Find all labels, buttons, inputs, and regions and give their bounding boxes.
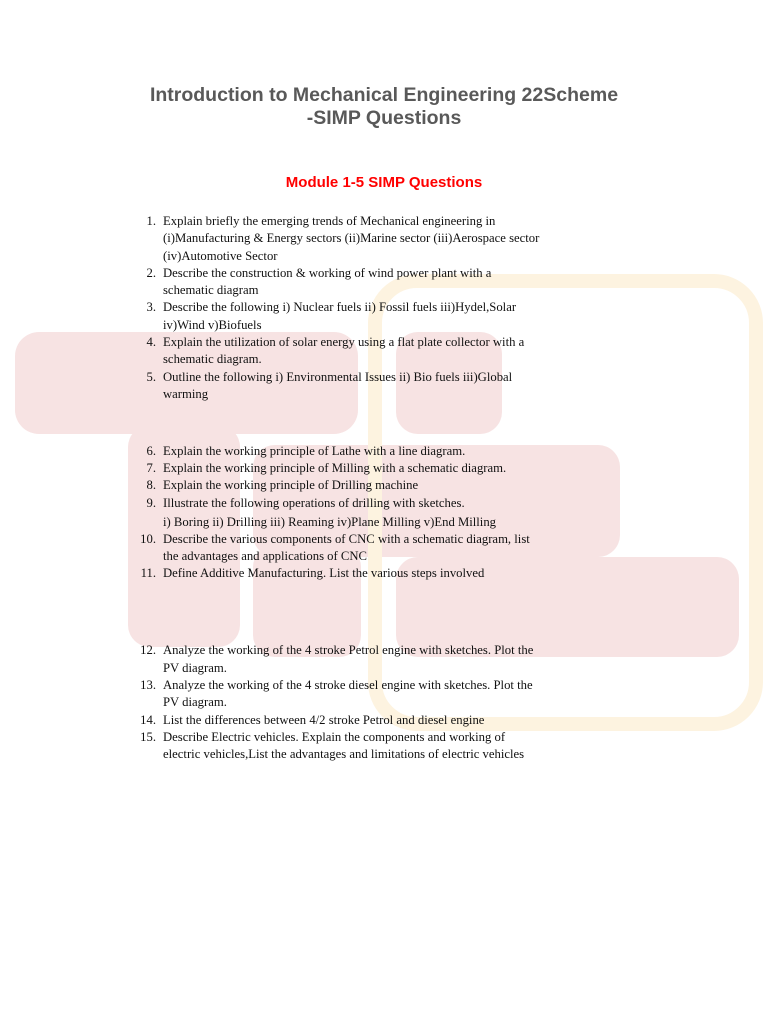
question-text: warming — [163, 386, 209, 401]
question-item — [134, 460, 594, 477]
question-text: Outline the following i) Environmental Issues ii) Bio fuels iii)Global — [163, 369, 513, 384]
question-text: Describe the following i) Nuclear fuels ii) Fossil fuels iii)Hydel,Solar — [163, 300, 517, 315]
question-number: 6. — [146, 443, 156, 458]
question-item — [134, 334, 594, 369]
question-text: Explain the working principle of Lathe with a line diagram. — [163, 443, 466, 458]
question-number: 13. — [140, 678, 156, 693]
question-text: Illustrate the following operations of drilling with sketches. — [163, 495, 465, 510]
question-number: 9. — [146, 495, 156, 510]
question-text: schematic diagram. — [163, 352, 262, 367]
question-text: iv)Wind v)Biofuels — [163, 317, 262, 332]
page-title-line: -SIMP Questions — [306, 107, 462, 129]
question-item — [134, 495, 594, 512]
question-number: 11. — [140, 566, 156, 581]
question-item — [134, 477, 594, 494]
question-number: 7. — [146, 461, 156, 476]
question-number: 5. — [146, 369, 156, 384]
question-text: List the differences between 4/2 stroke Petrol and diesel engine — [163, 712, 485, 727]
question-text: (iv)Automotive Sector — [163, 248, 278, 263]
question-number: 1. — [146, 214, 156, 228]
question-item — [134, 531, 594, 566]
question-text: Describe the construction & working of wind power plant with a — [163, 265, 492, 280]
question-text: Explain briefly the emerging trends of Mechanical engineering in — [163, 214, 496, 228]
question-list — [134, 213, 594, 764]
question-text: schematic diagram — [163, 283, 259, 298]
question-text: Describe the various components of CNC with a schematic diagram, list — [163, 531, 530, 546]
question-item — [134, 729, 594, 764]
question-number: 12. — [140, 643, 156, 658]
question-number: 4. — [146, 335, 156, 350]
section-heading: Module 1-5 SIMP Questions — [285, 174, 483, 191]
question-text: Analyze the working of the 4 stroke Petrol engine with sketches. Plot the — [163, 643, 534, 658]
question-text: Analyze the working of the 4 stroke diesel engine with sketches. Plot the — [163, 678, 533, 693]
question-text: electric vehicles,List the advantages and limitations of electric vehicles — [163, 747, 525, 762]
question-text: Define Additive Manufacturing. List the various steps involved — [163, 566, 485, 581]
question-number: 8. — [146, 478, 156, 493]
question-item — [134, 677, 594, 712]
question-item — [134, 514, 594, 531]
question-number: 10. — [140, 531, 156, 546]
question-text: PV diagram. — [163, 695, 227, 710]
question-item — [134, 565, 594, 582]
question-text: Explain the working principle of Milling with a schematic diagram. — [163, 461, 507, 476]
question-item — [134, 642, 594, 677]
question-item — [134, 712, 594, 729]
question-number: 14. — [140, 712, 156, 727]
question-item — [134, 299, 594, 334]
question-text: (i)Manufacturing & Energy sectors (ii)Marine sector (iii)Aerospace sector — [163, 231, 540, 246]
question-number: 3. — [146, 300, 156, 315]
question-item — [134, 443, 594, 460]
question-text: Explain the working principle of Drilling machine — [163, 478, 419, 493]
question-number: 15. — [140, 729, 156, 744]
question-item — [134, 369, 594, 404]
question-text: PV diagram. — [163, 660, 227, 675]
question-text: the advantages and applications of CNC — [163, 549, 368, 564]
question-text: Explain the utilization of solar energy using a flat plate collector with a — [163, 335, 525, 350]
question-number: 2. — [146, 265, 156, 280]
question-text: Describe Electric vehicles. Explain the components and working of — [163, 729, 506, 744]
page-title — [0, 84, 768, 130]
question-item — [134, 265, 594, 300]
question-text: i) Boring ii) Drilling iii) Reaming iv)Plane Milling v)End Milling — [163, 514, 497, 529]
page-title-line: Introduction to Mechanical Engineering 22Scheme — [149, 84, 619, 106]
question-item — [134, 213, 594, 265]
